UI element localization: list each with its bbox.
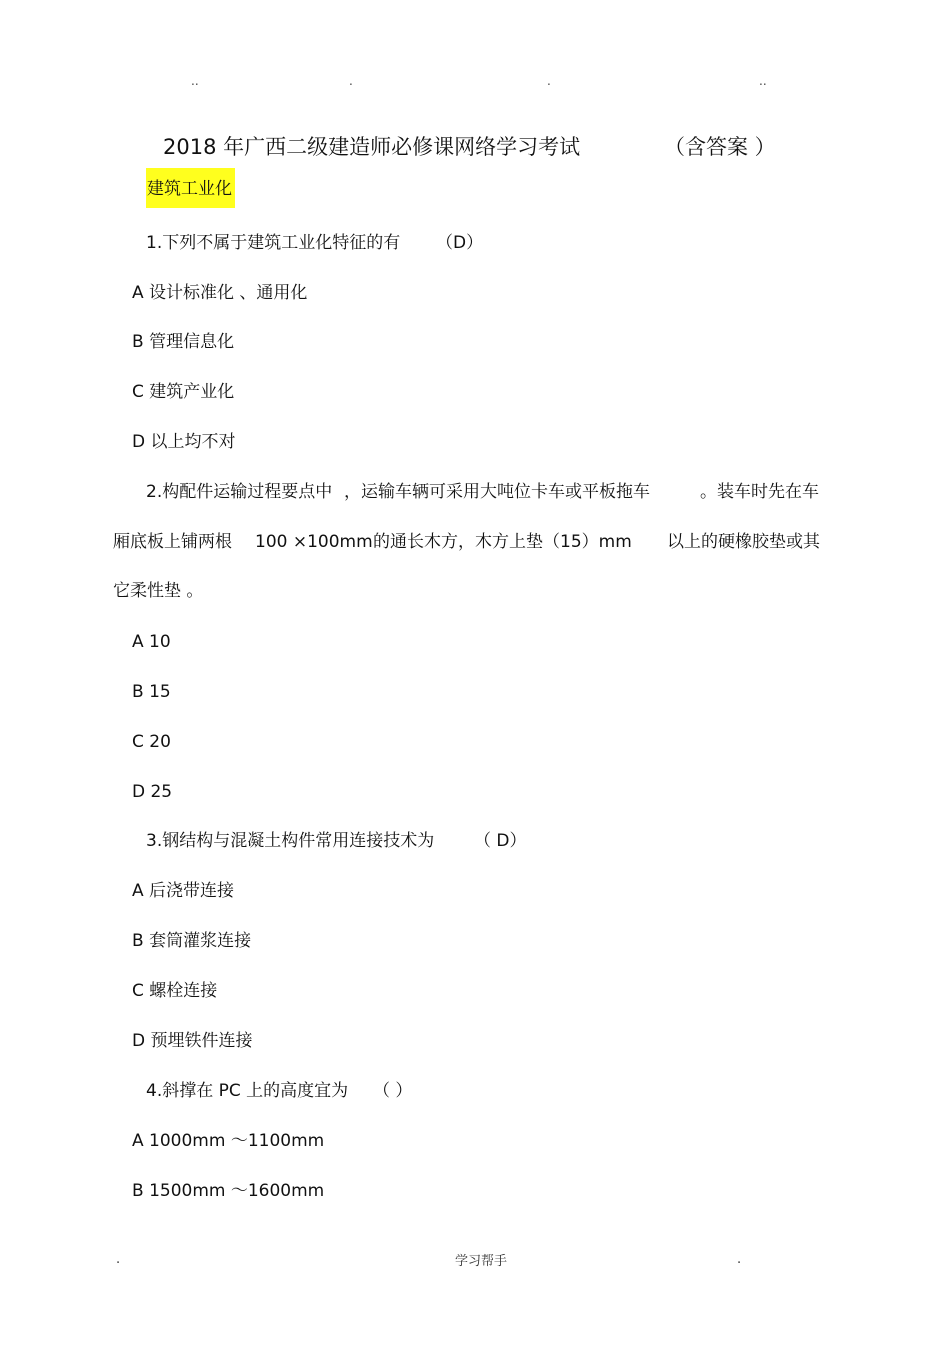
question-3-option-d: D 预埋铁件连接 [132,1031,253,1051]
question-3-answer: （ D） [474,831,527,851]
document-title-suffix: （含答案 ） [664,135,776,159]
question-3-option-b: B 套筒灌浆连接 [132,931,252,951]
question-2-line-2-part-4: 以上的硬橡胶垫或其 [667,532,820,552]
question-4-stem: 4.斜撑在 PC 上的高度宜为 [146,1081,349,1101]
document-title: 2018 年广西二级建造师必修课网络学习考试 [163,135,581,159]
question-4-option-b: B 1500mm ～1600mm [132,1181,325,1201]
footer-right-mark: . [737,1252,742,1267]
header-mark-2: . [349,74,353,88]
question-1-option-d: D 以上均不对 [132,432,236,452]
question-1-option-a: A 设计标准化 、通用化 [132,283,308,303]
question-1-answer: （D） [436,233,484,253]
question-2-line-2-part-1: 厢底板上铺两根 [113,532,232,552]
footer-left-mark: . [116,1252,121,1267]
question-3-option-a: A 后浇带连接 [132,881,235,901]
header-mark-1: .. [191,74,199,88]
question-2-line-1-part-1: 2.构配件运输过程要点中 [146,482,333,502]
section-heading: 建筑工业化 [146,168,235,208]
question-2-line-1-part-2: ，运输车辆可采用大吨位卡车或平板拖车 [344,482,650,502]
question-4-option-a: A 1000mm ～1100mm [132,1131,325,1151]
question-1-stem: 1.下列不属于建筑工业化特征的有 [146,233,401,253]
question-2-option-d: D 25 [132,782,173,802]
question-1-option-c: C 建筑产业化 [132,382,235,402]
question-2-option-b: B 15 [132,682,171,702]
question-2-line-1-part-3: 。装车时先在车 [700,482,819,502]
question-2-line-3: 它柔性垫 。 [113,581,204,601]
question-2-option-c: C 20 [132,732,171,752]
question-3-option-c: C 螺栓连接 [132,981,218,1001]
question-2-option-a: A 10 [132,632,171,652]
question-2-line-2-part-3: 的通长木方，木方上垫（15）mm [373,532,632,552]
question-2-line-2-part-2: 100 ×100mm [255,532,373,552]
question-4-answer: （ ） [373,1081,413,1101]
header-mark-3: . [547,74,551,88]
question-1-option-b: B 管理信息化 [132,332,235,352]
header-mark-4: .. [759,74,767,88]
footer-center-text: 学习帮手 [455,1254,508,1269]
question-3-stem: 3.钢结构与混凝土构件常用连接技术为 [146,831,435,851]
